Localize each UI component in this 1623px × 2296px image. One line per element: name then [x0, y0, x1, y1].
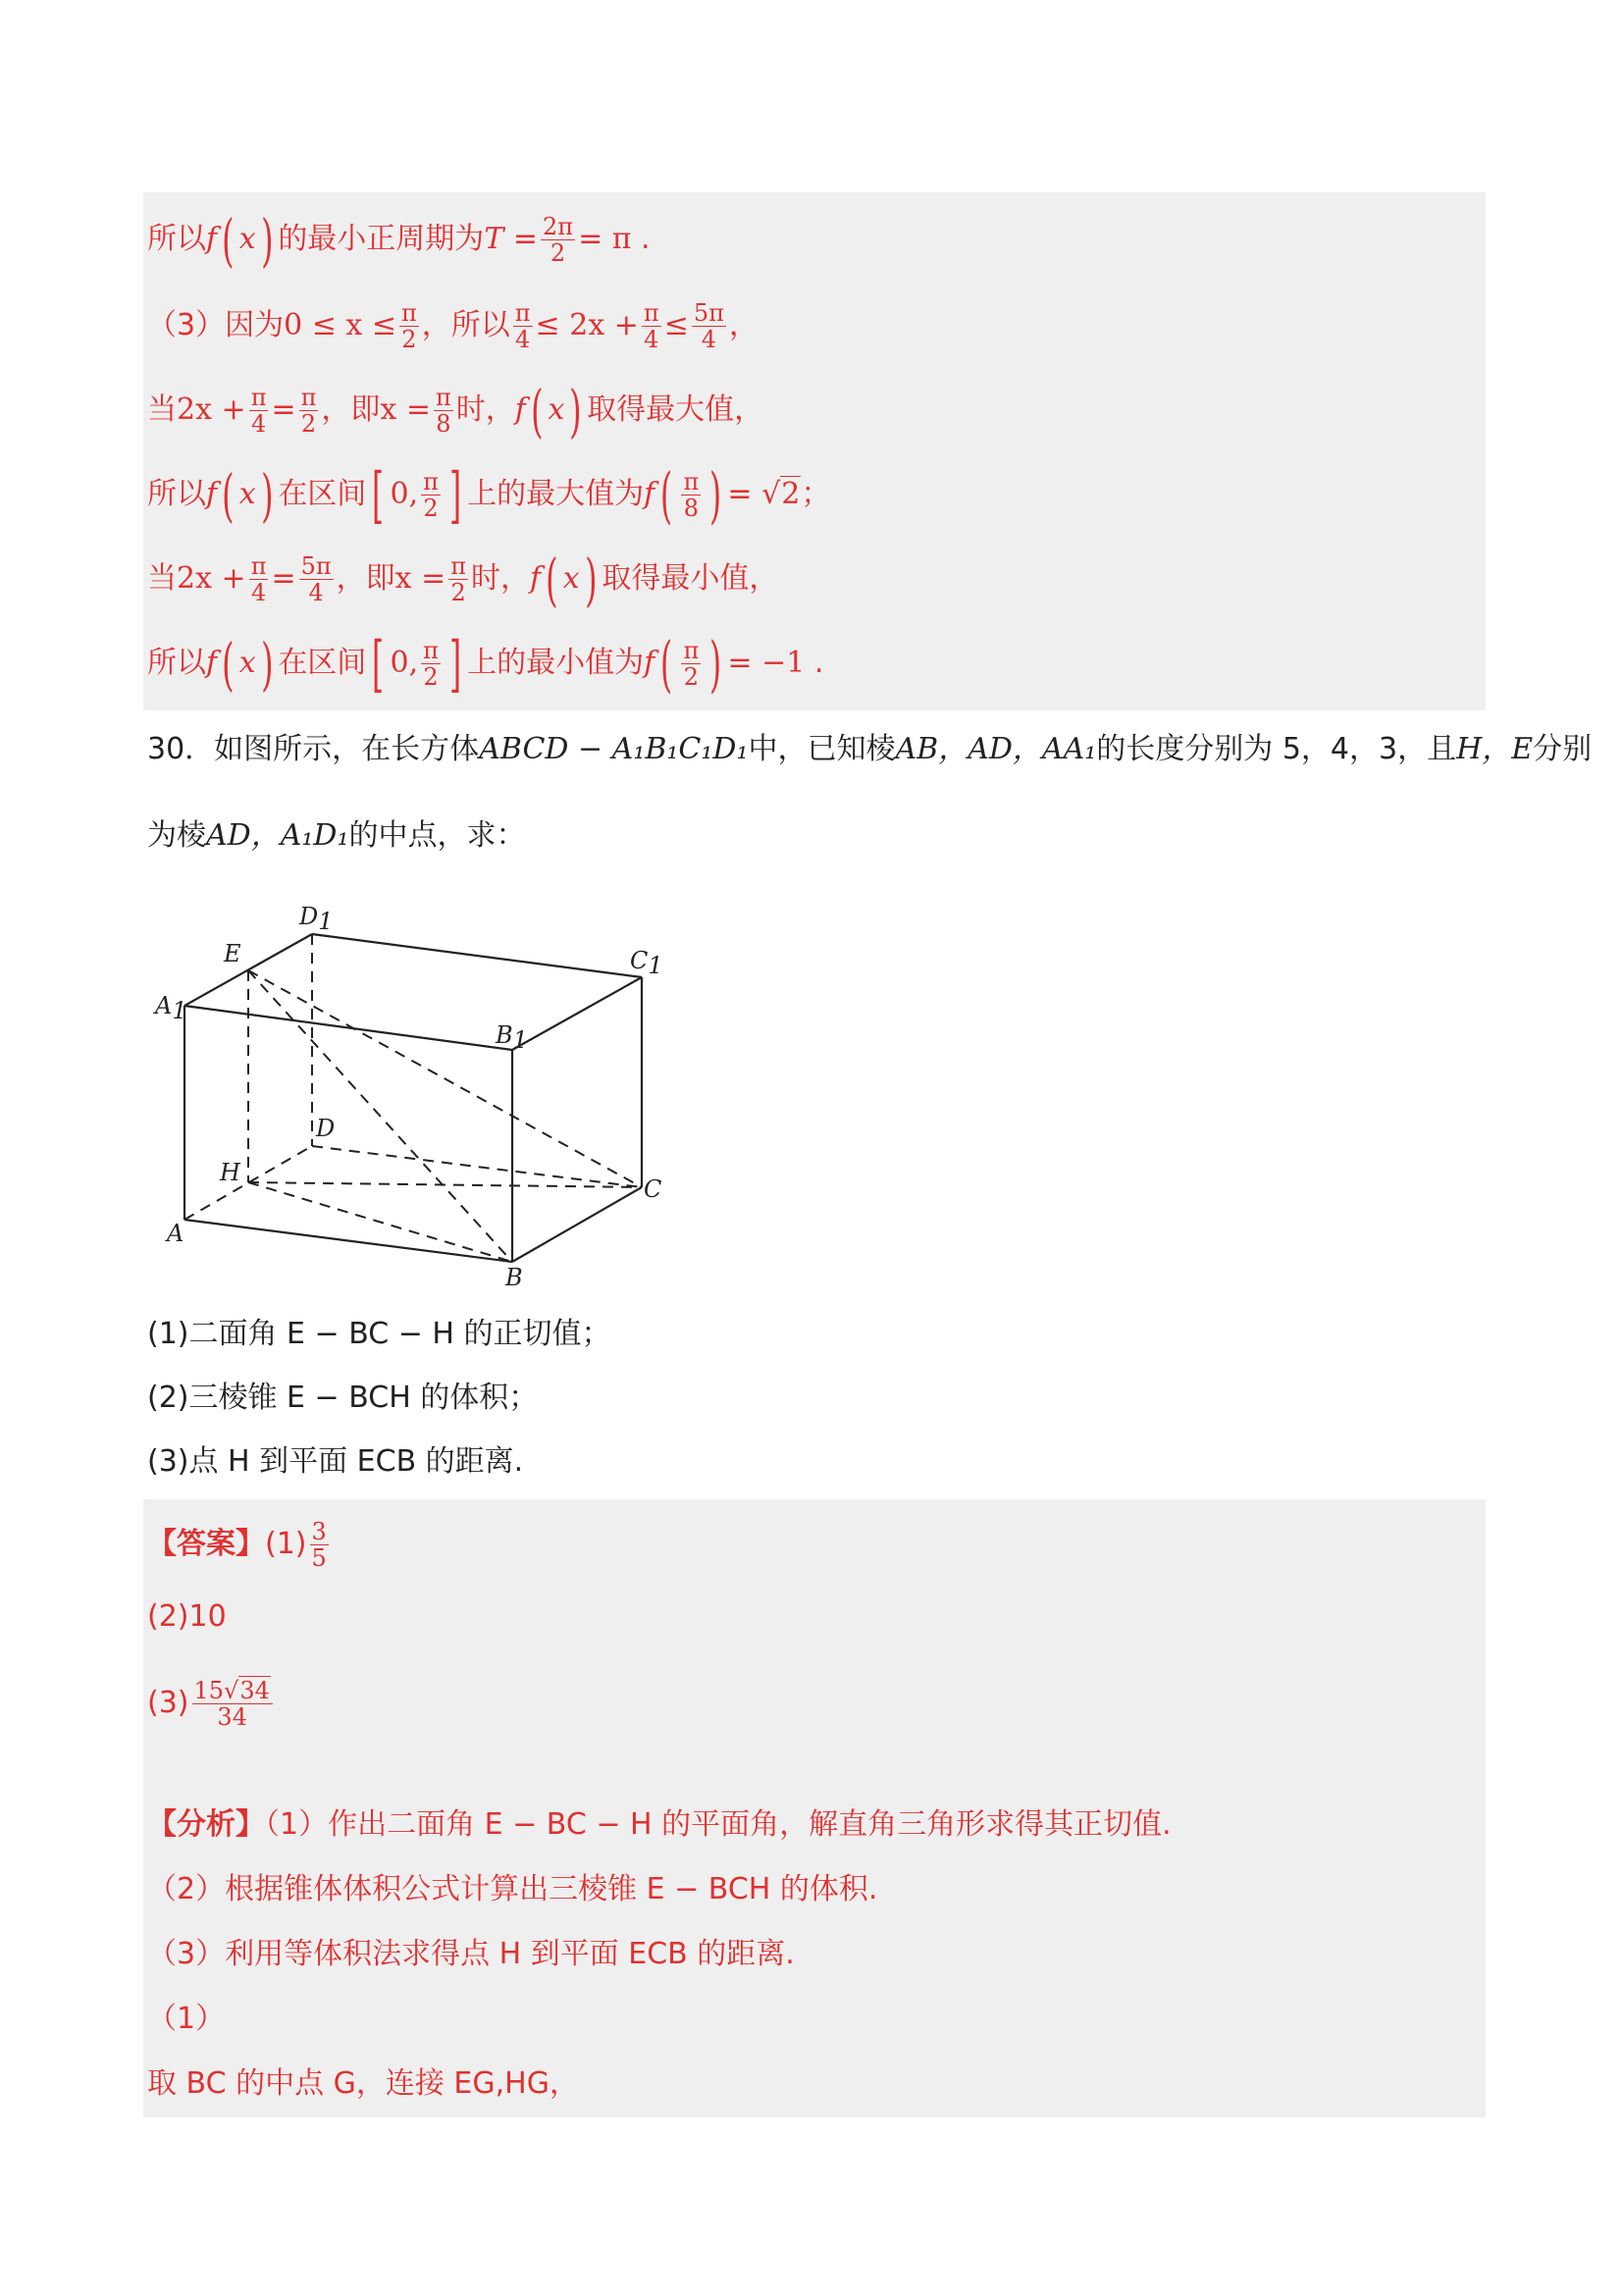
max-value-line: 所以f( x) 在区间[ 0, $\frac{\pi}{2}$ ] 上的最大值为f( $\frac{\pi}{8}$ ) = √2； — [147, 458, 831, 531]
label-B: B — [505, 1264, 523, 1291]
part3-range-line: （3）因为0 ≤ x ≤ $\frac{\pi}{2}$ ，所以 $\frac{\pi}{4}$ ≤ 2x + $\frac{\pi}{4}$ ≤ $\frac{5\pi}{4}$ ， — [147, 299, 759, 353]
label-A: A — [167, 1220, 184, 1247]
question-2: (2)三棱锥 E − BCH 的体积； — [147, 1381, 539, 1415]
max-condition-line: 当2x + $\frac{\pi}{4}$ = $\frac{\pi}{2}$ ，即x = $\frac{\pi}{8}$ 时，f( x) 取得最大值， — [147, 377, 764, 444]
answer-2: (2)10 — [147, 1599, 227, 1634]
edge-A-B — [184, 1220, 512, 1262]
label-C: C — [644, 1175, 662, 1203]
segment-E-B — [248, 970, 512, 1262]
question-3: (3)点 H 到平面 ECB 的距离. — [147, 1444, 524, 1479]
analysis-1: 【分析】（1）作出二面角 E − BC − H 的平面角，解直角三角形求得其正切值. — [147, 1807, 1172, 1842]
label-H: H — [220, 1159, 240, 1186]
analysis-2: （2）根据锥体体积公式计算出三棱锥 E − BCH 的体积. — [147, 1872, 878, 1906]
analysis-4: （1） — [147, 2002, 226, 2036]
answer-1: 【答案】(1) $\frac{3}{5}$ — [147, 1518, 327, 1572]
label-A1: A1 — [155, 992, 187, 1024]
label-D: D — [316, 1115, 336, 1142]
question-1: (1)二面角 E − BC − H 的正切值； — [147, 1317, 611, 1351]
answer-3: (3) $\frac{15√34}{34}$ — [147, 1678, 276, 1730]
edge-D1-C1 — [312, 934, 642, 977]
problem-line-2: 为棱AD，A₁D₁的中点，求： — [147, 818, 526, 853]
label-B1: B1 — [496, 1021, 528, 1054]
edge-B1-C1 — [512, 977, 642, 1050]
segment-H-C — [248, 1182, 642, 1187]
label-E: E — [224, 940, 241, 967]
period-line: 所以f( x) 的最小正周期为T = $\frac{2\pi}{2}$ = π . — [147, 206, 651, 274]
segment-H-B — [248, 1182, 512, 1262]
min-value-line: 所以f( x) 在区间[ 0, $\frac{\pi}{2}$ ] 上的最小值为f( $\frac{\pi}{2}$ ) = −1 . — [147, 627, 824, 700]
analysis-3: （3）利用等体积法求得点 H 到平面 ECB 的距离. — [147, 1937, 795, 1971]
edge-B-C — [512, 1187, 642, 1262]
segment-E-C — [248, 970, 642, 1187]
edge-A1-B1 — [184, 1006, 512, 1050]
label-C1: C1 — [630, 947, 663, 979]
analysis-5: 取 BC 的中点 G，连接 EG,HG， — [147, 2066, 579, 2101]
edge-D-C — [312, 1146, 642, 1187]
min-condition-line: 当2x + $\frac{\pi}{4}$ = $\frac{5\pi}{4}$ ，即x = $\frac{\pi}{2}$ 时，f( x) 取得最小值， — [147, 546, 779, 613]
label-D1: D1 — [299, 903, 334, 935]
problem-line-1: 30．如图所示，在长方体ABCD − A₁B₁C₁D₁中，已知棱AB，AD，AA₁的长度分别为 5，4，3，且H，E分别 — [147, 732, 1593, 766]
